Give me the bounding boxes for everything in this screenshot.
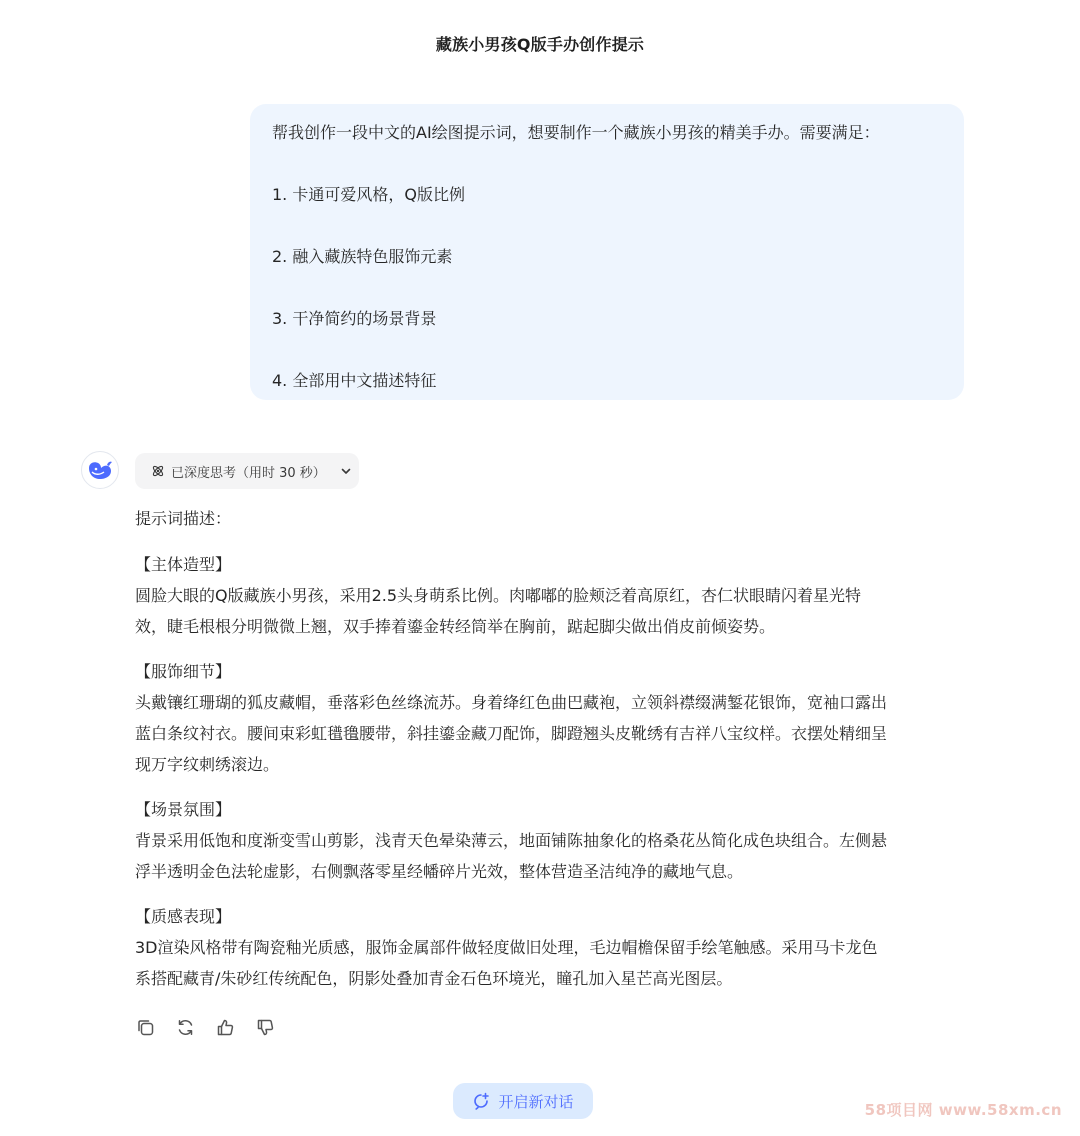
message-actions <box>135 1017 276 1041</box>
page-title: 藏族小男孩Q版手办创作提示 <box>435 35 645 54</box>
new-chat-button[interactable] <box>453 1083 593 1119</box>
new-chat-label: 开启新对话 <box>498 1092 574 1111</box>
regenerate-icon[interactable] <box>175 1017 196 1038</box>
user-message-bubble <box>250 104 964 400</box>
section-line: 头戴镶红珊瑚的狐皮藏帽，垂落彩色丝绦流苏。身着绛红色曲巴藏袍，立领斜襟缀满錾花银饰，宽袖口露出 <box>135 693 888 712</box>
section-line: 系搭配藏青/朱砂红传统配色，阴影处叠加青金石色环境光，瞳孔加入星芒高光图层。 <box>135 969 733 988</box>
deep-think-icon <box>151 464 165 478</box>
section-line: 浮半透明金色法轮虚影，右侧飘落零星经幡碎片光效，整体营造圣洁纯净的藏地气息。 <box>135 862 744 881</box>
section-heading: 【服饰细节】 <box>135 662 232 681</box>
user-message-item: 2. 融入藏族特色服饰元素 <box>272 247 453 266</box>
section-line: 背景采用低饱和度渐变雪山剪影，浅青天色晕染薄云，地面铺陈抽象化的格桑花丛简化成色块组合。左侧悬 <box>135 831 888 850</box>
user-message-item: 3. 干净简约的场景背景 <box>272 309 437 328</box>
thumbs-down-icon[interactable] <box>255 1017 276 1038</box>
chevron-down-icon <box>340 465 352 477</box>
section-heading: 【主体造型】 <box>135 555 232 574</box>
section-line: 效，睫毛根根分明微微上翘，双手捧着鎏金转经筒举在胸前，踮起脚尖做出俏皮前倾姿势。 <box>135 617 776 636</box>
new-chat-icon <box>472 1092 490 1110</box>
section-line: 现万字纹刺绣滚边。 <box>135 755 280 774</box>
assistant-answer <box>135 503 975 994</box>
user-message-intro: 帮我创作一段中文的AI绘图提示词，想要制作一个藏族小男孩的精美手办。需要满足： <box>272 123 880 142</box>
answer-section <box>135 656 975 780</box>
section-heading: 【场景氛围】 <box>135 800 232 819</box>
section-line: 蓝白条纹衬衣。腰间束彩虹氆氇腰带，斜挂鎏金藏刀配饰，脚蹬翘头皮靴绣有吉祥八宝纹样。衣摆处精细呈 <box>135 724 888 743</box>
section-line: 圆脸大眼的Q版藏族小男孩，采用2.5头身萌系比例。肉嘟嘟的脸颊泛着高原红，杏仁状眼睛闪着星光特 <box>135 586 862 605</box>
section-line: 3D渲染风格带有陶瓷釉光质感，服饰金属部件做轻度做旧处理，毛边帽檐保留手绘笔触感。采用马卡龙色 <box>135 938 878 957</box>
user-message-item: 1. 卡通可爱风格，Q版比例 <box>272 185 465 204</box>
assistant-avatar <box>81 451 119 489</box>
user-message-item: 4. 全部用中文描述特征 <box>272 371 437 390</box>
answer-section <box>135 901 975 994</box>
thumbs-up-icon[interactable] <box>215 1017 236 1038</box>
thinking-toggle[interactable] <box>135 453 359 489</box>
thinking-label: 已深度思考（用时 30 秒） <box>171 465 326 481</box>
copy-icon[interactable] <box>135 1017 156 1038</box>
answer-section <box>135 794 975 887</box>
answer-intro: 提示词描述： <box>135 509 232 528</box>
section-heading: 【质感表现】 <box>135 907 232 926</box>
watermark: 58项目网 www.58xm.cn <box>864 1101 1062 1119</box>
deepseek-whale-icon <box>87 459 113 481</box>
answer-section <box>135 549 975 642</box>
